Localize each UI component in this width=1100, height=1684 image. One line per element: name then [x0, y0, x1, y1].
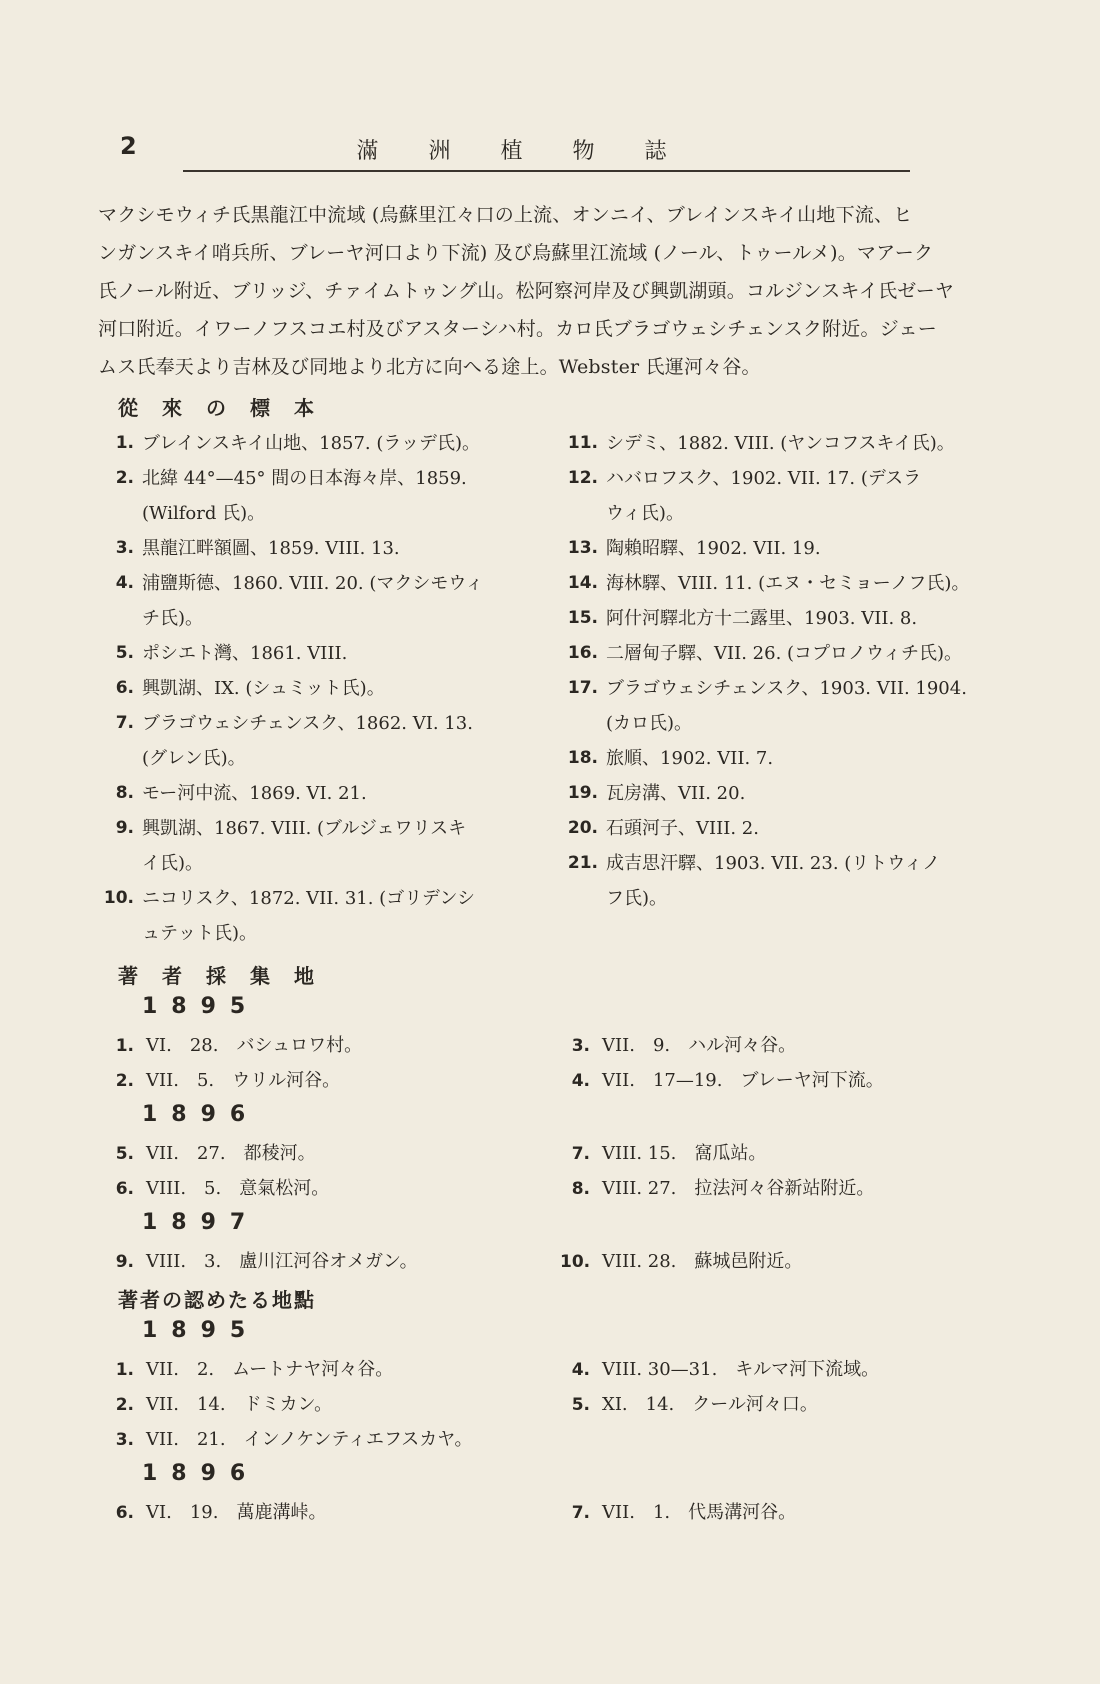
- entry-text-line: 石頭河子、VIII. 2.: [606, 818, 759, 839]
- site-number: 5.: [571, 1395, 590, 1415]
- site-number: 6.: [115, 1503, 134, 1523]
- entry-text-line: ブラゴウェシチェンスク、1862. VI. 13.: [142, 713, 473, 734]
- site-number: 6.: [115, 1179, 134, 1199]
- site-entry: [104, 1422, 544, 1458]
- site-entry: [560, 1352, 1000, 1388]
- site-entry: [104, 1387, 544, 1423]
- entry-text-line: シデミ、1882. VIII. (ヤンコフスキイ氏)。: [606, 433, 955, 454]
- specimen-entry: [562, 776, 1002, 811]
- entry-text-line: ウィ氏)。: [606, 503, 684, 524]
- site-text: VIII. 27. 拉法河々谷新站附近。: [602, 1178, 875, 1199]
- intro-paragraph: [98, 196, 1010, 386]
- entry-number: 20.: [567, 818, 598, 838]
- site-entry: [560, 1171, 1000, 1207]
- specimen-entry: [562, 811, 1002, 846]
- site-entry: [104, 1244, 544, 1280]
- site-text: VIII. 15. 窩瓜站。: [602, 1143, 767, 1164]
- specimen-entry: [98, 811, 538, 881]
- site-text: VII. 9. ハル河々谷。: [602, 1035, 797, 1056]
- specimen-entry: [562, 741, 1002, 776]
- site-text: VII. 27. 都稜河。: [146, 1143, 316, 1164]
- entry-number: 17.: [567, 678, 598, 698]
- page-number: 2: [120, 132, 137, 160]
- site-entry: [560, 1387, 1000, 1423]
- specimen-entry: [98, 461, 538, 531]
- site-number: 5.: [115, 1144, 134, 1164]
- entry-text-line: 黒龍江畔額圖、1859. VIII. 13.: [142, 538, 400, 559]
- entry-number: 2.: [115, 468, 134, 488]
- site-number: 7.: [571, 1503, 590, 1523]
- site-entry: [560, 1136, 1000, 1172]
- site-text: VI. 28. バシュロワ村。: [146, 1035, 363, 1056]
- entry-number: 13.: [567, 538, 598, 558]
- entry-text-line: 瓦房溝、VII. 20.: [606, 783, 746, 804]
- site-entry: [104, 1063, 544, 1099]
- entry-number: 19.: [567, 783, 598, 803]
- site-entry: [560, 1028, 1000, 1064]
- site-entry: [104, 1171, 544, 1207]
- entry-number: 16.: [567, 643, 598, 663]
- site-text: VIII. 28. 蘇城邑附近。: [602, 1251, 803, 1272]
- site-text: VII. 21. インノケンティエフスカヤ。: [146, 1429, 473, 1450]
- specimen-entry: [98, 531, 538, 566]
- year-heading: 1896: [142, 1102, 260, 1127]
- entry-number: 1.: [115, 433, 134, 453]
- entry-text-line: 興凱湖、1867. VIII. (ブルジェワリスキ: [142, 818, 467, 839]
- site-number: 4.: [571, 1360, 590, 1380]
- entry-text-line: 二層甸子驛、VII. 26. (コプロノウィチ氏)。: [606, 643, 962, 664]
- site-text: VIII. 3. 盧川江河谷オメガン。: [146, 1251, 418, 1272]
- site-number: 10.: [560, 1252, 591, 1272]
- specimen-entry: [562, 601, 1002, 636]
- entry-text-line: ブラゴウェシチェンスク、1903. VII. 1904.: [606, 678, 967, 699]
- previous-specimens-left-column: [98, 426, 538, 951]
- page-header: [115, 128, 910, 168]
- specimen-entry: [562, 461, 1002, 531]
- entry-number: 9.: [115, 818, 134, 838]
- entry-text-line: 北緯 44°—45° 間の日本海々岸、1859.: [142, 468, 467, 489]
- intro-line: ンガンスキイ哨兵所、ブレーヤ河口より下流) 及び烏蘇里江流域 (ノール、トゥールメ)。マアーク: [98, 242, 934, 264]
- entry-text-line: チ氏)。: [142, 608, 204, 629]
- site-text: VII. 2. ムートナヤ河々谷。: [146, 1359, 394, 1380]
- entry-text-line: ハバロフスク、1902. VII. 17. (デスラ: [606, 468, 922, 489]
- site-number: 4.: [571, 1071, 590, 1091]
- entry-text-line: フ氏)。: [606, 888, 668, 909]
- site-number: 3.: [115, 1430, 134, 1450]
- entry-number: 5.: [115, 643, 134, 663]
- specimen-entry: [562, 846, 1002, 916]
- site-number: 2.: [115, 1395, 134, 1415]
- entry-text-line: ポシエト灣、1861. VIII.: [142, 643, 348, 664]
- site-entry: [104, 1028, 544, 1064]
- section-heading-previous-specimens: 從 來 の 標 本: [118, 396, 316, 420]
- site-entry: [560, 1244, 1000, 1280]
- running-title: 滿 洲 植 物 誌: [356, 139, 669, 164]
- site-number: 2.: [115, 1071, 134, 1091]
- specimen-entry: [98, 636, 538, 671]
- entry-text-line: モー河中流、1869. VI. 21.: [142, 783, 367, 804]
- entry-text-line: 海林驛、VIII. 11. (エヌ・セミョーノフ氏)。: [606, 573, 970, 594]
- entry-text-line: ニコリスク、1872. VII. 31. (ゴリデンシ: [142, 888, 476, 909]
- entry-text-line: 成吉思汗驛、1903. VII. 23. (リトウィノ: [606, 853, 941, 874]
- entry-text-line: (カロ氏)。: [606, 713, 693, 734]
- specimen-entry: [98, 566, 538, 636]
- intro-line: ムス氏奉天より吉林及び同地より北方に向へる途上。Webster 氏運河々谷。: [98, 356, 761, 378]
- site-text: VII. 14. ドミカン。: [146, 1394, 333, 1415]
- specimen-entry: [98, 881, 538, 951]
- site-entry: [560, 1063, 1000, 1099]
- section-heading-collected-sites: 著 者 採 集 地: [118, 964, 316, 988]
- site-number: 9.: [115, 1252, 134, 1272]
- entry-text-line: ブレインスキイ山地、1857. (ラッデ氏)。: [142, 433, 481, 454]
- specimen-entry: [98, 426, 538, 461]
- year-heading: 1897: [142, 1210, 260, 1235]
- specimen-entry: [562, 531, 1002, 566]
- site-entry: [104, 1136, 544, 1172]
- section-heading-observed-sites: 著者の認めたる地點: [118, 1288, 316, 1312]
- entry-text-line: ュテット氏)。: [142, 923, 258, 944]
- specimen-entry: [562, 426, 1002, 461]
- specimen-entry: [98, 706, 538, 776]
- site-text: VII. 17—19. ブレーヤ河下流。: [602, 1070, 884, 1091]
- site-number: 8.: [571, 1179, 590, 1199]
- entry-number: 21.: [567, 853, 598, 873]
- specimen-entry: [562, 636, 1002, 671]
- previous-specimens-right-column: [562, 426, 1002, 916]
- specimen-entry: [98, 776, 538, 811]
- entry-number: 4.: [115, 573, 134, 593]
- header-rule: [183, 170, 910, 172]
- site-number: 1.: [115, 1036, 134, 1056]
- site-number: 7.: [571, 1144, 590, 1164]
- year-heading: 1895: [142, 1318, 260, 1343]
- site-text: XI. 14. クール河々口。: [602, 1394, 818, 1415]
- entry-number: 8.: [115, 783, 134, 803]
- entry-text-line: (グレン氏)。: [142, 748, 246, 769]
- entry-number: 12.: [567, 468, 598, 488]
- entry-text-line: イ氏)。: [142, 853, 204, 874]
- site-number: 1.: [115, 1360, 134, 1380]
- site-entry: [560, 1495, 1000, 1531]
- entry-number: 10.: [103, 888, 134, 908]
- site-entry: [104, 1495, 544, 1531]
- intro-line: 氏ノール附近、ブリッジ、チァイムトゥング山。松阿察河岸及び興凱湖頭。コルジンスキイ氏ゼーヤ: [98, 280, 955, 302]
- intro-line: 河口附近。イワーノフスコエ村及びアスターシハ村。カロ氏ブラゴウェシチェンスク附近。ジェー: [98, 318, 937, 340]
- year-heading: 1895: [142, 994, 260, 1019]
- entry-text-line: 阿什河驛北方十二露里、1903. VII. 8.: [606, 608, 918, 629]
- entry-text-line: (Wilford 氏)。: [142, 503, 266, 524]
- entry-number: 18.: [567, 748, 598, 768]
- entry-number: 15.: [567, 608, 598, 628]
- entry-number: 14.: [567, 573, 598, 593]
- site-text: VI. 19. 萬鹿溝峠。: [146, 1502, 327, 1523]
- entry-text-line: 浦鹽斯德、1860. VIII. 20. (マクシモウィ: [142, 573, 484, 594]
- entry-text-line: 陶賴昭驛、1902. VII. 19.: [606, 538, 821, 559]
- site-entry: [104, 1352, 544, 1388]
- site-number: 3.: [571, 1036, 590, 1056]
- entry-number: 7.: [115, 713, 134, 733]
- specimen-entry: [562, 566, 1002, 601]
- entry-number: 3.: [115, 538, 134, 558]
- intro-line: マクシモウィチ氏黒龍江中流域 (烏蘇里江々口の上流、オンニイ、ブレインスキイ山地下流、ヒ: [98, 204, 913, 226]
- entry-number: 11.: [567, 433, 598, 453]
- entry-text-line: 興凱湖、IX. (シュミット氏)。: [142, 678, 385, 699]
- entry-number: 6.: [115, 678, 134, 698]
- site-text: VIII. 30—31. キルマ河下流域。: [602, 1359, 880, 1380]
- year-heading: 1896: [142, 1461, 260, 1486]
- site-text: VII. 1. 代馬溝河谷。: [602, 1502, 797, 1523]
- specimen-entry: [98, 671, 538, 706]
- specimen-entry: [562, 671, 1002, 741]
- site-text: VIII. 5. 意氣松河。: [146, 1178, 330, 1199]
- entry-text-line: 旅順、1902. VII. 7.: [606, 748, 774, 769]
- site-text: VII. 5. ウリル河谷。: [146, 1070, 341, 1091]
